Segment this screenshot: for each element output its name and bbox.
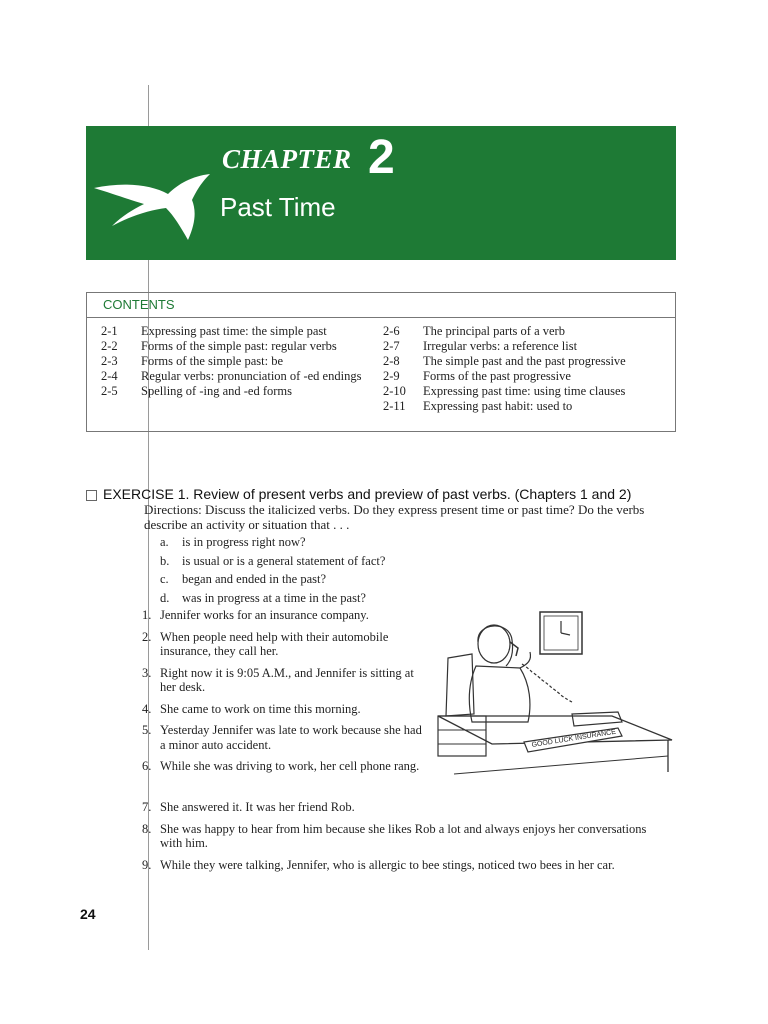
exercise-item bbox=[142, 702, 428, 717]
contents-entry bbox=[383, 399, 673, 414]
contents-entry-title: Irregular verbs: a reference list bbox=[423, 339, 578, 353]
exercise-item bbox=[142, 666, 428, 695]
choice-item bbox=[160, 589, 385, 608]
exercise-item-number: 3. bbox=[142, 665, 152, 680]
choice-letter: a. bbox=[160, 535, 169, 549]
contents-entry bbox=[383, 339, 673, 354]
contents-entry-number: 2-6 bbox=[383, 324, 400, 338]
exercise-item-number: 2. bbox=[142, 629, 152, 644]
choice-letter: d. bbox=[160, 590, 170, 605]
contents-entry-title: The principal parts of a verb bbox=[423, 324, 565, 338]
contents-entry bbox=[101, 369, 371, 384]
contents-entry-number: 2-3 bbox=[101, 354, 118, 368]
contents-entry-title: The simple past and the past progressive bbox=[423, 354, 626, 368]
contents-entry-number: 2-1 bbox=[101, 324, 118, 338]
exercise-item-number: 6. bbox=[142, 759, 152, 773]
item-list bbox=[142, 608, 428, 781]
item-list-wide bbox=[142, 800, 662, 879]
swallow-bird-icon bbox=[92, 154, 222, 244]
contents-entry-number: 2-2 bbox=[101, 339, 118, 353]
office-worker-illustration bbox=[432, 604, 676, 780]
contents-entry bbox=[101, 324, 371, 339]
exercise-item-text: She answered it. It was her friend Rob. bbox=[160, 800, 355, 814]
exercise-item-text: Right now it is 9:05 A.M., and Jennifer is sitting at her desk. bbox=[160, 665, 414, 694]
exercise-item bbox=[142, 608, 428, 623]
contents-entry bbox=[101, 384, 371, 399]
exercise-item-number: 5. bbox=[142, 723, 152, 737]
exercise-item-number: 9. bbox=[142, 857, 152, 872]
contents-entry-number: 2-5 bbox=[101, 384, 118, 398]
contents-entry-title: Expressing past time: the simple past bbox=[141, 324, 327, 338]
contents-entry-title: Expressing past habit: used to bbox=[423, 399, 573, 413]
exercise-item bbox=[142, 759, 428, 774]
exercise-item-number: 8. bbox=[142, 821, 152, 836]
choice-list bbox=[160, 533, 385, 607]
contents-entry bbox=[383, 369, 673, 384]
choice-text: is in progress right now? bbox=[182, 535, 306, 549]
exercise-item bbox=[142, 858, 662, 873]
exercise-item bbox=[142, 723, 428, 752]
exercise-item-number: 7. bbox=[142, 800, 152, 814]
choice-letter: b. bbox=[160, 553, 170, 568]
contents-right-column bbox=[383, 324, 673, 414]
contents-entry-title: Forms of the past progressive bbox=[423, 369, 571, 383]
contents-entry-number: 2-4 bbox=[101, 369, 118, 383]
chapter-number: 2 bbox=[368, 131, 395, 184]
contents-entry bbox=[383, 324, 673, 339]
contents-entry-title: Forms of the simple past: be bbox=[141, 354, 283, 368]
exercise-checkbox[interactable] bbox=[86, 490, 97, 501]
contents-entry-title: Regular verbs: pronunciation of -ed endings bbox=[141, 369, 362, 383]
choice-item bbox=[160, 533, 385, 552]
exercise-item-text: She was happy to hear from him because she likes Rob a lot and always enjoys her conversations with him. bbox=[160, 821, 647, 850]
exercise-item bbox=[142, 800, 662, 815]
choice-text: was in progress at a time in the past? bbox=[182, 590, 366, 605]
exercise-item-text: She came to work on time this morning. bbox=[160, 701, 361, 716]
chapter-banner bbox=[86, 126, 676, 260]
contents-entry-number: 2-7 bbox=[383, 339, 400, 353]
exercise-item-text: While she was driving to work, her cell phone rang. bbox=[160, 759, 420, 773]
exercise-item-number: 1. bbox=[142, 608, 152, 622]
contents-entry-number: 2-8 bbox=[383, 354, 400, 368]
contents-entry-number: 2-9 bbox=[383, 369, 400, 383]
exercise-item bbox=[142, 822, 662, 851]
contents-entry-number: 2-11 bbox=[383, 399, 406, 413]
contents-entry bbox=[101, 339, 371, 354]
contents-entry-title: Forms of the simple past: regular verbs bbox=[141, 339, 337, 353]
exercise-item-number: 4. bbox=[142, 701, 152, 716]
contents-heading: CONTENTS bbox=[87, 293, 675, 318]
contents-left-column bbox=[101, 324, 371, 399]
choice-letter: c. bbox=[160, 572, 169, 586]
contents-entry bbox=[101, 354, 371, 369]
contents-entry-title: Spelling of -ing and -ed forms bbox=[141, 384, 293, 398]
choice-text: began and ended in the past? bbox=[182, 572, 327, 586]
contents-entry-number: 2-10 bbox=[383, 384, 406, 398]
contents-entry bbox=[383, 354, 673, 369]
page-number: 24 bbox=[80, 906, 96, 922]
exercise-directions: Directions: Discuss the italicized verbs. Do they express present time or past time? Do the verbs describe an activity or situation that . . . bbox=[144, 502, 645, 532]
exercise-item-text: Jennifer works for an insurance company. bbox=[160, 608, 369, 622]
nameplate-text: GOOD LUCK INSURANCE bbox=[531, 728, 617, 749]
contents-entry bbox=[383, 384, 673, 399]
chapter-title: Past Time bbox=[220, 192, 336, 222]
contents-entry-title: Expressing past time: using time clauses bbox=[423, 384, 626, 398]
exercise-item-text: Yesterday Jennifer was late to work because she had a minor auto accident. bbox=[160, 723, 422, 752]
choice-item bbox=[160, 570, 385, 589]
exercise-item-text: While they were talking, Jennifer, who is allergic to bee stings, noticed two bees in her car. bbox=[160, 857, 615, 872]
exercise-heading bbox=[86, 486, 686, 502]
exercise-item-text: When people need help with their automobile insurance, they call her. bbox=[160, 629, 389, 658]
choice-item bbox=[160, 552, 385, 571]
choice-text: is usual or is a general statement of fact? bbox=[182, 553, 386, 568]
contents-box bbox=[86, 292, 676, 432]
chapter-label: CHAPTER bbox=[222, 144, 352, 174]
exercise-item bbox=[142, 630, 428, 659]
exercise-title: EXERCISE 1. Review of present verbs and preview of past verbs. (Chapters 1 and 2) bbox=[103, 486, 632, 502]
